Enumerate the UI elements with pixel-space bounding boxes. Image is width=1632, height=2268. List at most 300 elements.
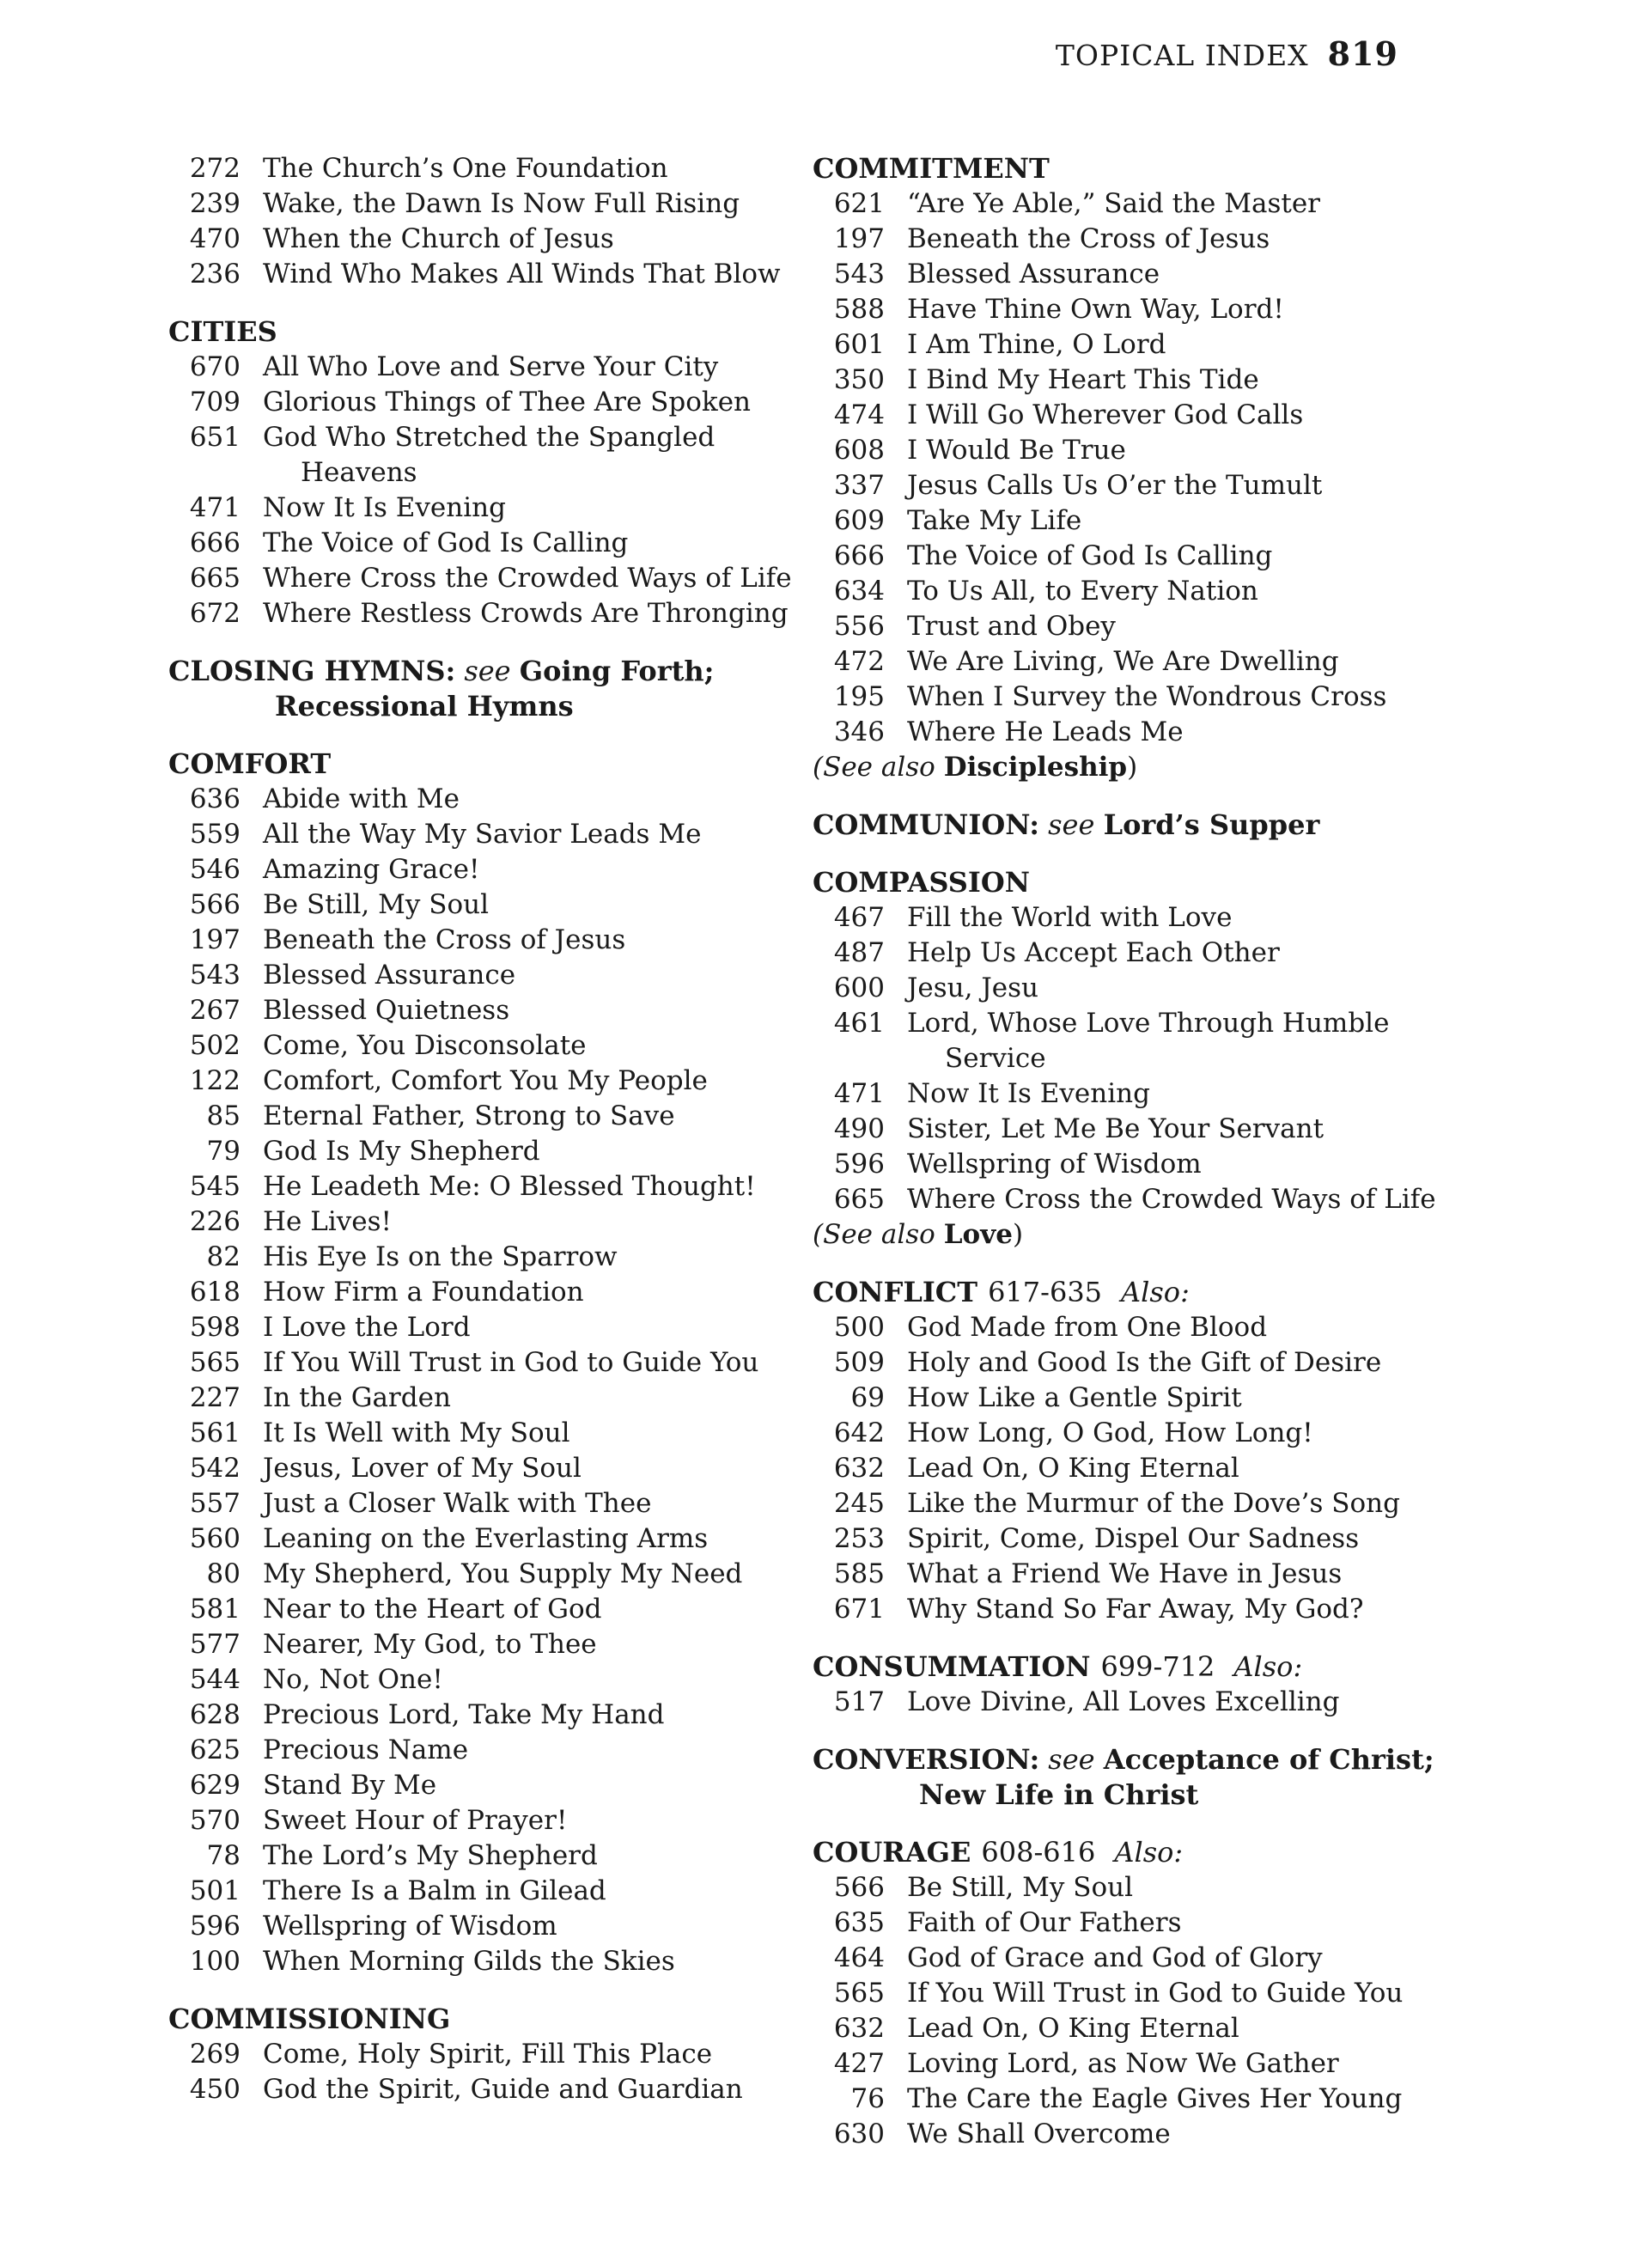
- index-entry: [168, 1134, 787, 1169]
- index-entry: [813, 327, 1465, 363]
- index-entry: [813, 1557, 1465, 1592]
- hymn-number: 245: [833, 1488, 885, 1519]
- index-entry: [813, 1345, 1465, 1381]
- hymn-number: 565: [833, 1978, 885, 2009]
- index-entry: [813, 292, 1465, 327]
- hymn-number: 672: [189, 598, 241, 629]
- heading-cross-reference: Going Forth;: [519, 655, 715, 687]
- index-entry: [168, 1768, 787, 1803]
- hymn-title: His Eye Is on the Sparrow: [263, 1241, 618, 1272]
- hymn-number: 269: [189, 2039, 241, 2070]
- index-entry: [813, 574, 1465, 609]
- index-entry: [168, 151, 787, 186]
- index-section-commissioning: [168, 2002, 787, 2107]
- hymn-number: 542: [189, 1453, 241, 1484]
- index-entry: [168, 1204, 787, 1240]
- index-entry: [813, 363, 1465, 398]
- hymn-title: Wellspring of Wisdom: [263, 1911, 557, 1942]
- hymn-title: Jesus, Lover of My Soul: [263, 1453, 582, 1484]
- hymn-number: 472: [833, 646, 885, 677]
- hymn-number: 665: [833, 1184, 885, 1215]
- hymn-number: 577: [189, 1629, 241, 1660]
- index-entry: [813, 398, 1465, 433]
- hymn-number: 509: [833, 1347, 885, 1378]
- hymn-title: Beneath the Cross of Jesus: [263, 924, 626, 955]
- section-heading: [813, 865, 1465, 900]
- index-entry: [813, 1905, 1465, 1941]
- heading-title: CONVERSION:: [813, 1743, 1040, 1776]
- index-entry: [168, 1592, 787, 1627]
- index-entry: [168, 887, 787, 923]
- hymn-number: 546: [189, 854, 241, 885]
- hymn-title: He Leadeth Me: O Blessed Thought!: [263, 1171, 756, 1202]
- hymn-title: Take My Life: [907, 505, 1082, 536]
- index-entry: [168, 1733, 787, 1768]
- index-entry: [168, 782, 787, 817]
- hymn-number: 69: [850, 1382, 885, 1413]
- hymn-number: 79: [206, 1136, 241, 1167]
- hymn-title: Now It Is Evening: [907, 1078, 1150, 1109]
- hymn-number: 600: [833, 972, 885, 1003]
- hymn-title: All the Way My Savior Leads Me: [263, 819, 702, 850]
- running-head: [1056, 34, 1398, 73]
- hymn-number: 470: [189, 223, 241, 254]
- hymn-title: I Bind My Heart This Tide: [907, 364, 1259, 395]
- index-entry: [813, 609, 1465, 644]
- hymn-number: 598: [189, 1312, 241, 1343]
- hymn-number: 585: [833, 1558, 885, 1589]
- hymn-number: 636: [189, 783, 241, 814]
- page-number: 819: [1327, 34, 1398, 73]
- hymn-title: We Are Living, We Are Dwelling: [907, 646, 1339, 677]
- index-entry: [813, 2117, 1465, 2152]
- index-entry: [168, 1662, 787, 1698]
- hymn-title: Fill the World with Love: [907, 902, 1233, 933]
- hymn-title: The Church’s One Foundation: [263, 153, 668, 184]
- index-entry: [168, 1099, 787, 1134]
- hymn-number: 226: [189, 1206, 241, 1237]
- hymn-title: Help Us Accept Each Other: [907, 937, 1280, 968]
- hymn-number: 346: [833, 716, 885, 747]
- heading-also: Also:: [1114, 1836, 1184, 1869]
- hymn-title: Wake, the Dawn Is Now Full Rising: [263, 188, 740, 219]
- hymn-number: 272: [189, 153, 241, 184]
- heading-range: 699-712: [1100, 1650, 1215, 1683]
- section-heading: [813, 1275, 1465, 1310]
- index-entry: [168, 1381, 787, 1416]
- section-heading: [813, 1835, 1465, 1870]
- running-head-label: TOPICAL INDEX: [1055, 39, 1309, 72]
- hymn-title: Holy and Good Is the Gift of Desire: [907, 1347, 1382, 1378]
- index-entry: [813, 1870, 1465, 1905]
- index-entry: [813, 2046, 1465, 2082]
- hymn-number: 559: [189, 819, 241, 850]
- index-entry: [168, 1486, 787, 1521]
- hymn-title: The Voice of God Is Calling: [907, 540, 1273, 571]
- index-entry: [813, 1976, 1465, 2011]
- index-entry: [813, 2011, 1465, 2046]
- hymn-number: 239: [189, 188, 241, 219]
- index-section-communion: [813, 808, 1465, 843]
- hymn-title: Lead On, O King Eternal: [907, 2013, 1239, 2044]
- index-entry: [168, 1557, 787, 1592]
- hymn-title: Lead On, O King Eternal: [907, 1453, 1239, 1484]
- hymn-number: 545: [189, 1171, 241, 1202]
- index-section-church-cont: [168, 151, 787, 292]
- index-section-commitment: [813, 151, 1465, 785]
- hymn-title: The Voice of God Is Calling: [263, 527, 629, 558]
- see-also-ref: Love: [943, 1219, 1013, 1250]
- hymn-title: Just a Closer Walk with Thee: [263, 1488, 652, 1519]
- see-also-prefix: (See also: [813, 1219, 935, 1250]
- hymn-title: God Made from One Blood: [907, 1312, 1268, 1343]
- hymn-title: I Love the Lord: [263, 1312, 471, 1343]
- heading-also: Also:: [1233, 1650, 1303, 1683]
- index-entry: [168, 1838, 787, 1874]
- index-entry: [813, 1941, 1465, 1976]
- hymn-title: “Are Ye Able,” Said the Master: [907, 188, 1320, 219]
- hymn-title: Jesu, Jesu: [907, 972, 1039, 1003]
- index-entry: [813, 257, 1465, 292]
- hymn-title: If You Will Trust in God to Guide You: [907, 1978, 1404, 2009]
- see-also: [813, 1217, 1465, 1253]
- index-entry: [813, 936, 1465, 971]
- index-entry: [813, 1521, 1465, 1557]
- hymn-number: 608: [833, 435, 885, 466]
- hymn-title: My Shepherd, You Supply My Need: [263, 1558, 743, 1589]
- index-entry: [168, 385, 787, 420]
- section-heading: [168, 2002, 787, 2037]
- index-entry: [813, 433, 1465, 468]
- hymn-title: What a Friend We Have in Jesus: [907, 1558, 1343, 1589]
- right-column: [813, 151, 1465, 2174]
- hymn-number: 596: [833, 1149, 885, 1180]
- heading-see: see: [1048, 1743, 1095, 1776]
- hymn-title: There Is a Balm in Gilead: [263, 1875, 606, 1906]
- index-entry: [813, 1592, 1465, 1627]
- index-entry: [168, 561, 792, 596]
- hymn-title: God the Spirit, Guide and Guardian: [263, 2074, 743, 2105]
- section-heading-continuation: [168, 689, 787, 724]
- index-entry-continuation: [168, 455, 787, 491]
- hymn-title: How Like a Gentle Spirit: [907, 1382, 1242, 1413]
- index-entry: [813, 468, 1465, 503]
- hymn-title: Sister, Let Me Be Your Servant: [907, 1113, 1324, 1144]
- hymn-number: 85: [206, 1100, 241, 1131]
- heading-title: COMFORT: [168, 747, 332, 780]
- index-entry: [813, 1486, 1465, 1521]
- hymn-title: Jesus Calls Us O’er the Tumult: [907, 470, 1323, 501]
- index-entry: [813, 680, 1465, 715]
- hymn-title: He Lives!: [263, 1206, 392, 1237]
- index-entry: [168, 958, 787, 993]
- hymn-title: Be Still, My Soul: [263, 889, 490, 920]
- hymn-title: Love Divine, All Loves Excelling: [907, 1686, 1340, 1717]
- index-entry: [168, 1169, 787, 1204]
- see-also-prefix: (See also: [813, 752, 935, 783]
- heading-title: COMMISSIONING: [168, 2003, 451, 2035]
- index-entry: [813, 971, 1465, 1006]
- hymn-title-continuation: Heavens: [301, 457, 417, 488]
- hymn-number: 197: [833, 223, 885, 254]
- hymn-title: Where He Leads Me: [907, 716, 1184, 747]
- index-section-conversion: [813, 1742, 1465, 1813]
- left-column: [168, 151, 792, 2130]
- hymn-title: All Who Love and Serve Your City: [263, 351, 719, 382]
- index-entry: [168, 1803, 787, 1838]
- hymn-title: Precious Name: [263, 1735, 469, 1765]
- hymn-number: 561: [189, 1418, 241, 1448]
- hymn-title: Loving Lord, as Now We Gather: [907, 2048, 1339, 2079]
- hymn-number: 651: [189, 422, 241, 453]
- hymn-title: Abide with Me: [263, 783, 460, 814]
- index-entry: [813, 1112, 1465, 1147]
- hymn-number: 502: [189, 1030, 241, 1061]
- heading-title: COURAGE: [813, 1836, 971, 1869]
- heading-title: COMMITMENT: [813, 152, 1050, 185]
- index-entry: [168, 1874, 787, 1909]
- hymn-number: 666: [833, 540, 885, 571]
- hymn-title: Precious Lord, Take My Hand: [263, 1699, 665, 1730]
- index-entry: [168, 1627, 787, 1662]
- hymn-number: 78: [206, 1840, 241, 1871]
- hymn-title-continuation: Service: [945, 1043, 1046, 1074]
- index-entry: [168, 993, 787, 1028]
- section-heading: [168, 654, 787, 689]
- index-entry: [813, 1147, 1465, 1182]
- hymn-number: 601: [833, 329, 885, 360]
- index-entry: [813, 715, 1465, 750]
- hymn-number: 501: [189, 1875, 241, 1906]
- hymn-title: In the Garden: [263, 1382, 451, 1413]
- hymn-number: 267: [189, 995, 241, 1026]
- index-entry: [168, 2037, 787, 2072]
- hymn-title: How Firm a Foundation: [263, 1277, 584, 1308]
- hymn-number: 642: [833, 1418, 885, 1448]
- hymn-number: 671: [833, 1594, 885, 1625]
- hymn-number: 609: [833, 505, 885, 536]
- index-entry: [168, 1028, 787, 1064]
- index-entry: [168, 817, 787, 852]
- index-entry: [168, 1521, 787, 1557]
- hymn-title: How Long, O God, How Long!: [907, 1418, 1313, 1448]
- index-entry: [168, 1451, 787, 1486]
- hymn-title: Comfort, Comfort You My People: [263, 1065, 708, 1096]
- hymn-number: 337: [833, 470, 885, 501]
- hymn-number: 471: [189, 492, 241, 523]
- hymn-title: Wellspring of Wisdom: [907, 1149, 1202, 1180]
- hymn-number: 543: [189, 960, 241, 991]
- hymn-title: Blessed Quietness: [263, 995, 510, 1026]
- hymn-number: 596: [189, 1911, 241, 1942]
- index-entry: [813, 1685, 1465, 1720]
- index-entry: [168, 1240, 787, 1275]
- section-heading: [168, 314, 787, 350]
- hymn-number: 461: [833, 1008, 885, 1039]
- section-heading: [168, 747, 787, 782]
- hymn-title: Trust and Obey: [907, 611, 1116, 642]
- index-entry: [168, 1909, 787, 1944]
- hymn-number: 628: [189, 1699, 241, 1730]
- hymn-title: Leaning on the Everlasting Arms: [263, 1523, 709, 1554]
- hymn-title: Be Still, My Soul: [907, 1872, 1134, 1903]
- index-entry-continuation: [813, 1041, 1465, 1076]
- hymn-number: 195: [833, 681, 885, 712]
- index-section-closing-hymns: [168, 654, 787, 724]
- hymn-title: When I Survey the Wondrous Cross: [907, 681, 1387, 712]
- hymn-title: Where Cross the Crowded Ways of Life: [907, 1184, 1436, 1215]
- hymn-number: 556: [833, 611, 885, 642]
- section-heading: [813, 808, 1465, 843]
- index-entry: [168, 596, 787, 631]
- index-entry: [813, 1076, 1465, 1112]
- heading-title: CONFLICT: [813, 1276, 978, 1308]
- hymn-title: To Us All, to Every Nation: [907, 576, 1258, 607]
- index-entry: [813, 539, 1465, 574]
- index-entry: [813, 222, 1465, 257]
- see-also-suffix: ): [1127, 752, 1138, 783]
- hymn-number: 450: [189, 2074, 241, 2105]
- hymn-title: Amazing Grace!: [263, 854, 480, 885]
- hymn-title: Near to the Heart of God: [263, 1594, 602, 1625]
- hymn-title: The Care the Eagle Gives Her Young: [907, 2083, 1403, 2114]
- hymn-title: Stand By Me: [263, 1770, 437, 1801]
- index-entry: [168, 1698, 787, 1733]
- hymn-title: I Will Go Wherever God Calls: [907, 399, 1304, 430]
- index-entry: [168, 1944, 787, 1979]
- heading-title: COMMUNION:: [813, 808, 1040, 841]
- section-heading: [813, 1649, 1465, 1685]
- index-section-cities: [168, 314, 792, 631]
- heading-range: 617-635: [988, 1276, 1103, 1308]
- index-section-comfort: [168, 747, 787, 1979]
- hymn-number: 621: [833, 188, 885, 219]
- hymn-title: Eternal Father, Strong to Save: [263, 1100, 675, 1131]
- index-entry: [168, 1416, 787, 1451]
- index-entry: [813, 900, 1465, 936]
- hymn-number: 560: [189, 1523, 241, 1554]
- hymn-title: Now It Is Evening: [263, 492, 506, 523]
- hymn-number: 565: [189, 1347, 241, 1378]
- hymn-number: 665: [189, 563, 241, 594]
- hymn-title: Like the Murmur of the Dove’s Song: [907, 1488, 1400, 1519]
- hymn-title: Blessed Assurance: [263, 960, 516, 991]
- hymn-number: 464: [833, 1942, 885, 1973]
- section-heading: [813, 151, 1465, 186]
- hymn-title: Lord, Whose Love Through Humble: [907, 1008, 1390, 1039]
- hymn-title: Where Restless Crowds Are Thronging: [263, 598, 789, 629]
- hymn-title: Have Thine Own Way, Lord!: [907, 294, 1284, 325]
- heading-cross-reference: Acceptance of Christ;: [1103, 1743, 1434, 1776]
- section-heading-continuation: [813, 1777, 1465, 1813]
- hymn-number: 666: [189, 527, 241, 558]
- hymn-number: 100: [189, 1946, 241, 1977]
- heading-cross-reference-cont: Recessional Hymns: [275, 690, 574, 722]
- hymn-number: 543: [833, 259, 885, 290]
- hymn-title: Wind Who Makes All Winds That Blow: [263, 259, 781, 290]
- hymn-number: 566: [833, 1872, 885, 1903]
- index-entry: [168, 491, 787, 526]
- hymn-number: 634: [833, 576, 885, 607]
- hymn-number: 709: [189, 387, 241, 418]
- index-entry: [813, 1310, 1465, 1345]
- hymn-number: 427: [833, 2048, 885, 2079]
- hymn-number: 474: [833, 399, 885, 430]
- section-heading: [813, 1742, 1465, 1777]
- hymn-title: Spirit, Come, Dispel Our Sadness: [907, 1523, 1360, 1554]
- index-entry: [168, 186, 787, 222]
- index-entry: [813, 2082, 1465, 2117]
- hymn-number: 629: [189, 1770, 241, 1801]
- hymn-title: Glorious Things of Thee Are Spoken: [263, 387, 752, 418]
- index-entry: [168, 222, 787, 257]
- hymn-title: Where Cross the Crowded Ways of Life: [263, 563, 792, 594]
- see-also-ref: Discipleship: [943, 752, 1128, 783]
- heading-see: see: [1048, 808, 1095, 841]
- hymn-number: 625: [189, 1735, 241, 1765]
- index-entry: [813, 1006, 1465, 1041]
- hymn-title: God Who Stretched the Spangled: [263, 422, 716, 453]
- heading-see: see: [464, 655, 511, 687]
- hymn-title: The Lord’s My Shepherd: [263, 1840, 598, 1871]
- index-entry: [168, 1310, 787, 1345]
- index-entry: [168, 1064, 787, 1099]
- hymn-number: 618: [189, 1277, 241, 1308]
- index-entry: [168, 1275, 787, 1310]
- hymn-title: Come, You Disconsolate: [263, 1030, 587, 1061]
- hymn-title: God of Grace and God of Glory: [907, 1942, 1323, 1973]
- hymn-number: 471: [833, 1078, 885, 1109]
- index-entry: [813, 503, 1465, 539]
- index-section-courage: [813, 1835, 1465, 2152]
- index-entry: [168, 852, 787, 887]
- hymn-number: 197: [189, 924, 241, 955]
- index-entry: [813, 644, 1465, 680]
- heading-cross-reference: Lord’s Supper: [1103, 808, 1320, 841]
- hymn-title: Blessed Assurance: [907, 259, 1160, 290]
- hymn-number: 467: [833, 902, 885, 933]
- hymn-title: It Is Well with My Soul: [263, 1418, 570, 1448]
- heading-also: Also:: [1121, 1276, 1190, 1308]
- hymn-number: 500: [833, 1312, 885, 1343]
- hymn-title: God Is My Shepherd: [263, 1136, 540, 1167]
- hymn-number: 227: [189, 1382, 241, 1413]
- heading-title: CONSUMMATION: [813, 1650, 1091, 1683]
- index-entry: [168, 526, 787, 561]
- index-entry: [813, 1451, 1465, 1486]
- hymn-title: When the Church of Jesus: [263, 223, 614, 254]
- hymn-number: 566: [189, 889, 241, 920]
- heading-title: CLOSING HYMNS:: [168, 655, 456, 687]
- index-entry: [168, 420, 787, 455]
- index-entry: [168, 923, 787, 958]
- hymn-number: 588: [833, 294, 885, 325]
- index-section-conflict: [813, 1275, 1465, 1627]
- hymn-number: 632: [833, 1453, 885, 1484]
- hymn-number: 350: [833, 364, 885, 395]
- hymn-number: 82: [206, 1241, 241, 1272]
- hymn-number: 557: [189, 1488, 241, 1519]
- hymn-number: 630: [833, 2119, 885, 2149]
- hymn-number: 487: [833, 937, 885, 968]
- hymn-title: Come, Holy Spirit, Fill This Place: [263, 2039, 713, 2070]
- index-entry: [168, 2072, 787, 2107]
- hymn-number: 670: [189, 351, 241, 382]
- hymn-number: 253: [833, 1523, 885, 1554]
- index-entry: [813, 186, 1465, 222]
- index-section-compassion: [813, 865, 1465, 1253]
- hymn-title: If You Will Trust in God to Guide You: [263, 1347, 759, 1378]
